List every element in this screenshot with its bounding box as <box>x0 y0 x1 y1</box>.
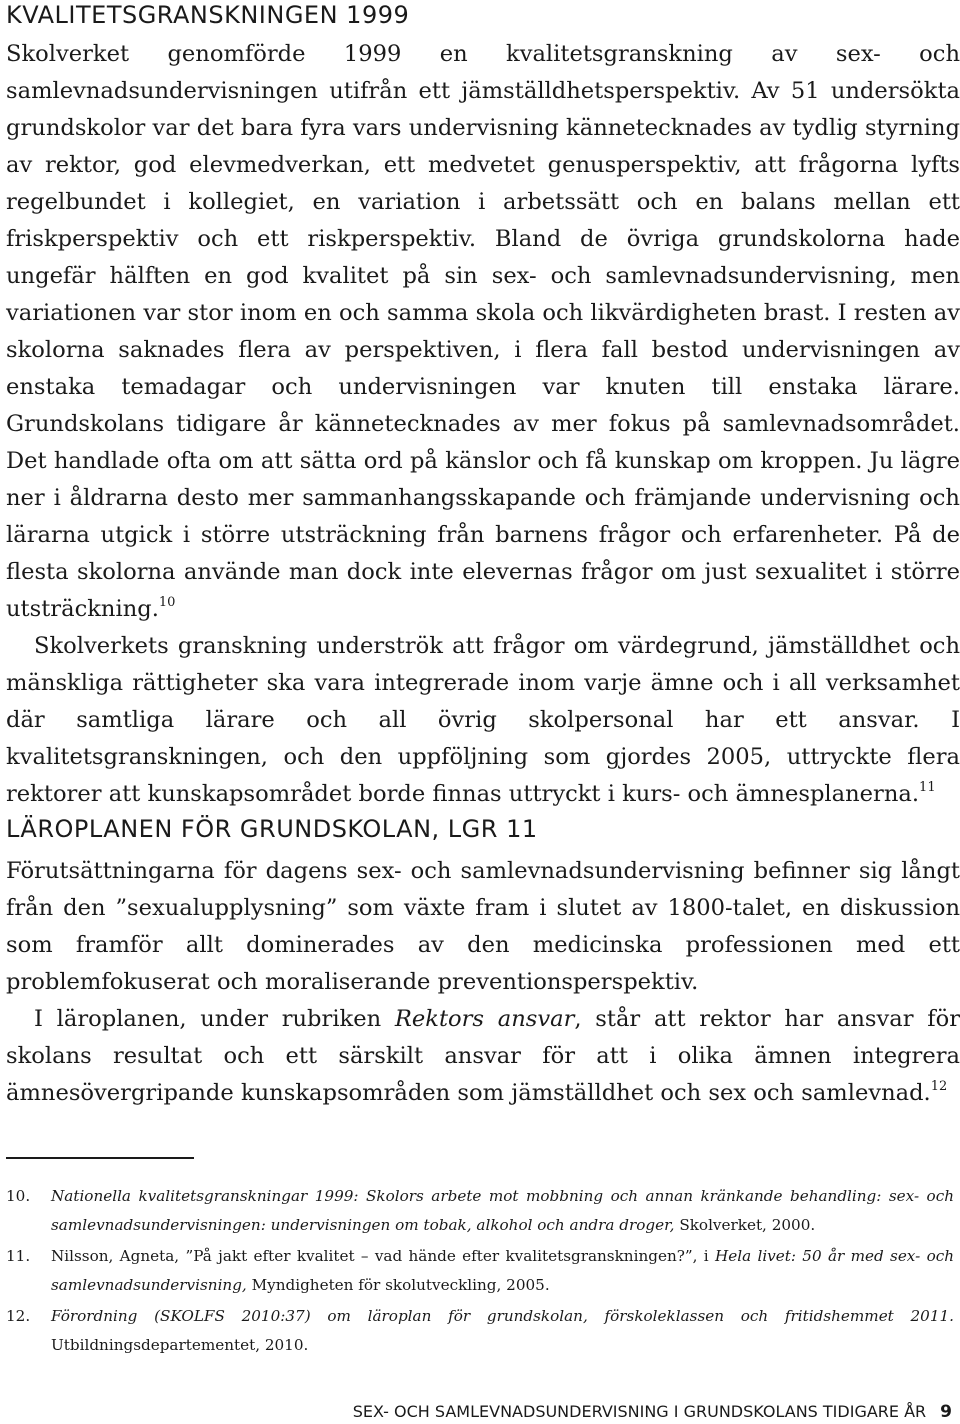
footnote-ref[interactable]: 12 <box>930 1079 948 1094</box>
section-heading-kvalitetsgranskningen: KVALITETSGRANSKNINGEN 1999 <box>6 1 410 29</box>
footnote-ref[interactable]: 10 <box>158 595 176 610</box>
section-body-kvalitetsgranskningen <box>6 36 960 813</box>
emphasis-text: Rektors ansvar <box>394 1006 575 1032</box>
running-title: SEX- OCH SAMLEVNADSUNDERVISNING I GRUNDSKOLANS TIDIGARE ÅR <box>352 1402 927 1421</box>
section-heading-laroplanen: LÄROPLANEN FÖR GRUNDSKOLAN, LGR 11 <box>6 815 538 843</box>
page-footer <box>353 1402 952 1422</box>
body-paragraph: Förutsättningarna för dagens sex- och samlevnadsundervisning befinner sig långt från den ”sexualupplysning” som växte fram i slutet av 1800-talet, en diskussion som framför allt dominerades av den medicinska professionen med ett problemfokuserat och moraliserande preventionsperspektiv. <box>6 858 960 995</box>
footnote-ref[interactable]: 11 <box>919 780 936 795</box>
section-body-laroplanen <box>6 853 960 1112</box>
footnote-divider <box>6 1157 194 1159</box>
body-paragraph: Skolverket genomförde 1999 en kvalitetsgranskning av sex- och samlevnadsundervisningen utifrån ett jämställdhetsperspektiv. Av 51 undersökta grundskolor var det bara fyra vars undervisning kännetecknades av tydlig styrning av rektor, god elevmedverkan, ett medvetet genusperspektiv, att frågorna lyfts regelbundet i kollegiet, en variation i arbetssätt och en balans mellan ett friskperspektiv och ett riskperspektiv. Bland de övriga grundskolorna hade ungefär hälften en god kvalitet på sin sex- och samlevnadsundervisning, men variationen var stor inom en och samma skola och likvärdigheten brast. I resten av skolorna saknades flera av perspektiven, i flera fall bestod undervisningen av enstaka temadagar och undervisningen var knuten till enstaka lärare. Grundskolans tidigare år kännetecknades av mer fokus på samlevnadsområdet. Det handlade ofta om att sätta ord på känslor och få kunskap om kroppen. Ju lägre ner i åldrarna desto mer sammanhangsskapande och främjande undervisning och lärarna utgick i större utsträckning från barnens frågor och erfarenheter. På de flesta skolorna använde man dock inte elevernas frågor om just sexualitet i större utsträckning.$^{10}$ <box>6 41 960 622</box>
body-paragraph: I läroplanen, under rubriken Rektors ansvar, står att rektor har ansvar för skolans resultat och ett särskilt ansvar för att i olika ämnen integrera ämnesövergripande kunskapsområden som jämställdhet och sex och samlevnad.$^{12}$ <box>6 1006 960 1106</box>
footnote-number: 11. <box>6 1247 31 1265</box>
footnote-number: 10. <box>6 1187 31 1205</box>
footnote-item: 10. Nationella kvalitetsgranskningar 1999: Skolors arbete mot mobbning och annan kränkande behandling: sex- och samlevnadsundervisningen: undervisningen om tobak, alkohol och andra droger, Skolverket, 2000. <box>6 1182 954 1240</box>
footnote-item: 12. Förordning (SKOLFS 2010:37) om läroplan för grundskolan, förskoleklassen och fritidshemmet 2011. Utbildningsdepartementet, 2010. <box>6 1302 954 1360</box>
footnotes <box>6 1182 954 1362</box>
body-paragraph: Skolverkets granskning underströk att frågor om värdegrund, jämställdhet och mänskliga rättigheter ska vara integrerade inom varje ämne och i all verksamhet där samtliga lärare och all övrig skolpersonal har ett ansvar. I kvalitetsgranskningen, och den uppföljning som gjordes 2005, uttryckte flera rektorer att kunskapsområdet borde finnas uttryckt i kurs- och ämnesplanerna.$^{11}$ <box>6 633 960 807</box>
footnote-item: 11. Nilsson, Agneta, ”På jakt efter kvalitet – vad hände efter kvalitetsgranskningen?”, i Hela livet: 50 år med sex- och samlevnadsundervisning, Myndigheten för skolutveckling, 2005. <box>6 1242 954 1300</box>
page-number: 9 <box>940 1402 952 1422</box>
footnote-number: 12. <box>6 1307 31 1325</box>
